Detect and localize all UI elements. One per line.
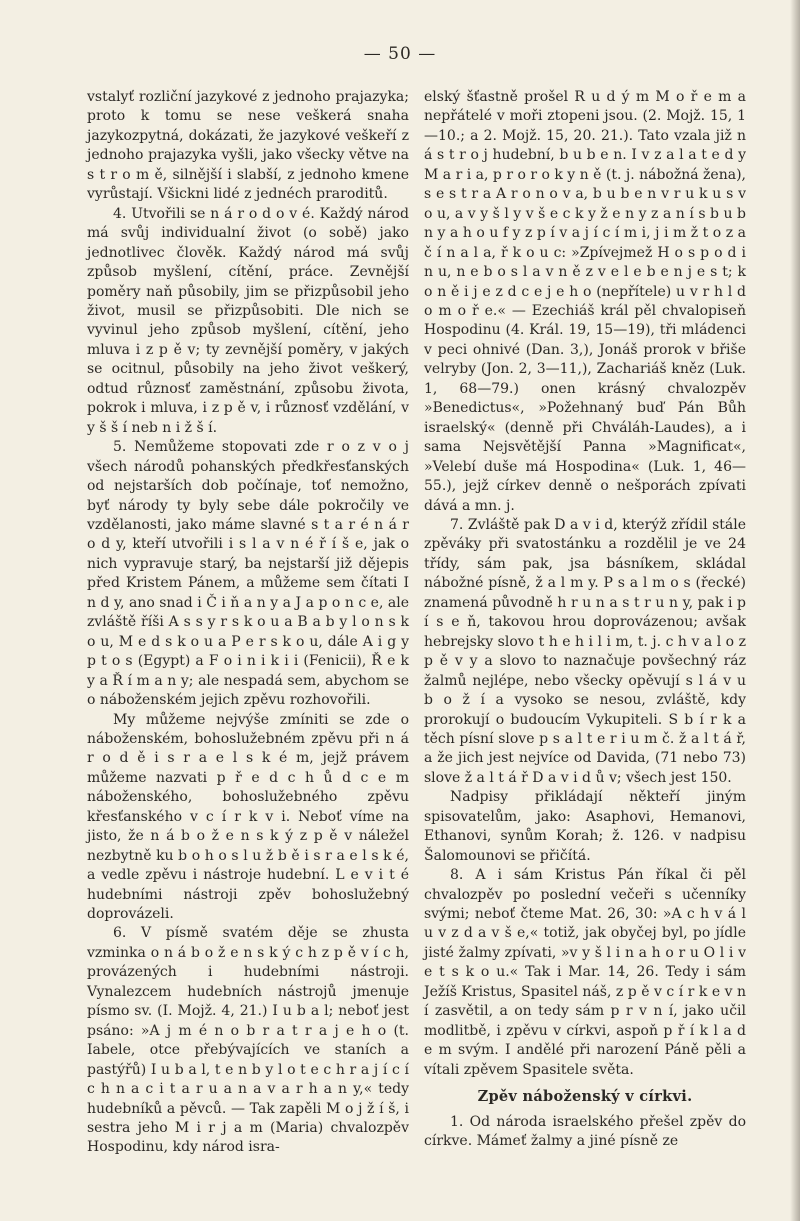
paragraph-8-christ: 8. A i sám Kristus Pán říkal či pěl chvalozpěv po poslední večeři s učenníky svými; neboť čteme Mat. 26, 30: »A c h v á l u v z d a v š e,« totiž, jak obyčej byl, po jídle jisté žalmy zpívati, »v y š l i n a h o r u O l i v e t s k o u.« Tak i Mar. 14, 26. Tedy i sám Ježíš Kristus, Spasitel náš, z p ě v c í r k e v n í zasvětil, a on tedy sám p r v n í, jako učil modlitbě, i zpěvu v církvi, aspoň p ř í k l a d e m svým. I andělé při narození Páně pěli a vítali zpěvem Spasitele světa. bbox=[424, 867, 746, 1078]
paragraph-6-scripture: 6. V písmě svatém děje se zhusta vzminka o n á b o ž e n s k ý c h z p ě v í c h, provázených i hudebními nástroji. Vynalezcem hudebních nástrojů jmenuje písmo sv. (I. Mojž. 4, 21.) I u b a l; neboť jest psáno: »A j m é n o b r a t r a j e h o (t. Iabele, otce přebývajících ve staních a pastýřů) I u b a l, t e n b y l o t e c h r a j í c í c h n a c i t a r u a n a v a r h a n y,« tedy hudebníků a pěvců. — Tak zapěli M o j ž í š, i sestra jeho M i r j a m (Maria) chvalozpěv Hospodinu, kdy národ isra- bbox=[87, 925, 409, 1156]
paragraph-5-pagan-nations: 5. Nemůžeme stopovati zde r o z v o j všech národů pohanských předkřesťanských od nejstarších dob počínaje, toť nemožno, byť národy ty byly sebe dále pokročily ve vzdělanosti, jako máme slavné s t a r é n á r o d y, kteří utvořili i s l a v n é ř í š e, jak o nich vypravuje starý, ba nejstarší již dějepis před Kristem Pánem, a můžeme sem čítati I n d y, ano snad i Č i ň a n y a J a p o n c e, ale zvláště říši A s s y r s k o u a B a b y l o n s k o u, M e d s k o u a P e r s k o u, dále A i g y p t o s (Egypt) a F o i n i k i i (Fenicii), Ř e k y a Ř í m a n y; ale nespadá sem, abychom se o náboženském jejich zpěvu rozhovořili. bbox=[87, 439, 409, 709]
paragraph-7-david: 7. Zvláště pak D a v i d, kterýž zřídil stále zpěváky při svatostánku a rozdělil je ve 24 třídy, sám pak, jsa básníkem, skládal nábožné písně, ž a l m y. P s a l m o s (řecké) znamená původně h r u n a s t r u n y, pak i p í s e ň, takovou hrou doprovázenou; avšak hebrejsky slovo t h e h i l i m, t. j. c h v a l o z p ě v y a slovo to naznačuje povšechný ráz žalmů nejlépe, nebo všecky opěvují s l á v u b o ž í a vysoko se nesou, zvláště, kdy prorokují o budoucím Vykupiteli. S b í r k a těch písní slove p s a l t e r i u m č. ž a l t á ř, a že jich jest nejvíce od Davida, (71 nebo 73) slove ž a l t á ř D a v i d ů v; všech jest 150. bbox=[424, 516, 746, 786]
paragraph-red-sea: elský šťastně prošel R u d ý m M o ř e m a nepřátelé v moři ztopeni jsou. (2. Mojž. 15, 1—10.; a 2. Mojž. 15, 20. 21.). Tato vzala již n á s t r o j hudební, b u b e n. I v z a l a t e d y M a r i a, p r o r o k y n ě (t. j. nábožná žena), s e s t r a A r o n o v a, b u b e n v r u k u s v o u, a v y š l y v š e c k y ž e n y z a n í s b u b n y a h o u f y z p í v a j í c í m i, j i m ž t o z a č í n a l a, ř k o u c: »Zpívejmež H o s p o d i n u, n e b o s l a v n ě z v e l e b e n j e s t; k o n ě i j e z d c e j e h o (nepřítele) u v r h l d o m o ř e.« — Ezechiáš král pěl chvalopiseň Hospodinu (4. Král. 19, 15—19), tři mládenci v peci ohnivé (Dan. 3,), Jonáš prorok v břiše velryby (Jon. 2, 3—11,), Zachariáš kněz (Luk. 1, 68—79.) onen krásný chvalozpěv »Benedictus«, »Požehnaný buď Pán Bůh israelský« (denně při Chváláh-Laudes), a i sama Nejsvětější Panna »Magnificat«, »Velebí duše má Hospodina« (Luk. 1, 46—55.), jejž církev denně o nešporách zpívati dává a mn. j. bbox=[424, 89, 746, 514]
left-column bbox=[87, 88, 409, 1158]
section-heading: Zpěv náboženský v církvi. bbox=[477, 1088, 693, 1106]
page-edge-shadow bbox=[790, 0, 800, 1221]
paragraph-israel-song: My můžeme nejvýše zmíniti se zde o náboženském, bohoslužebném zpěvu při n á r o d ě i s r a e l s k é m, jejž právem můžeme nazvati p ř e d c h ů d c e m náboženského, bohoslužebného zpěvu křesťanského v c í r k v i. Neboť víme na jisto, že n á b o ž e n s k ý z p ě v náležel nezbytně ku b o h o s l u ž b ě i s r a e l s k é, a vedle zpěvu i nástroje hudební. L e v i t é hudebními nástroji zpěv bohoslužebný doprovázeli. bbox=[87, 711, 409, 923]
paragraph-continuation: vstalyť rozliční jazykové z jednoho prajazyka; proto k tomu se nese veškerá snaha jazykozpytná, dokázati, že jazykové veškeří z jednoho prajazyka vyšli, jako všecky větve na s t r o m ě, silnější i slabší, z jednoho kmene vyrůstají. Všickni lidé z jednéch praroditů. bbox=[87, 89, 409, 203]
paragraph-titles: Nadpisy přikládají někteří jiným spisovatelům, jako: Asaphovi, Hemanovi, Ethanovi, synům Korah; ž. 126. v nadpisu Šalomounovi se přičítá. bbox=[424, 789, 746, 864]
paragraph-1-church: 1. Od národa israelského přešel zpěv do církve. Mámeť žalmy a jiné písně ze bbox=[424, 1113, 746, 1150]
right-column bbox=[424, 88, 746, 1151]
paragraph-4-nations: 4. Utvořili se n á r o d o v é. Každý národ má svůj individualní život (o sobě) jako jednotlivec člověk. Každý národ má svůj způsob myšlení, cítění, práce. Zevnější poměry naň působily, jim se přizpůsobil jeho život, musil se přizpůsobiti. Dle nich se vyvinul jeho způsob myšlení, cítění, jeho mluva i z p ě v; ty zevnější poměry, v jakých se ocitnul, působily na jeho život veškerý, odtud různosť zaměstnání, způsobu života, pokrok i mluva, i z p ě v, i různosť vzdělání, v y š š í neb n i ž š í. bbox=[87, 205, 409, 436]
page-number: — 50 — bbox=[363, 44, 437, 64]
